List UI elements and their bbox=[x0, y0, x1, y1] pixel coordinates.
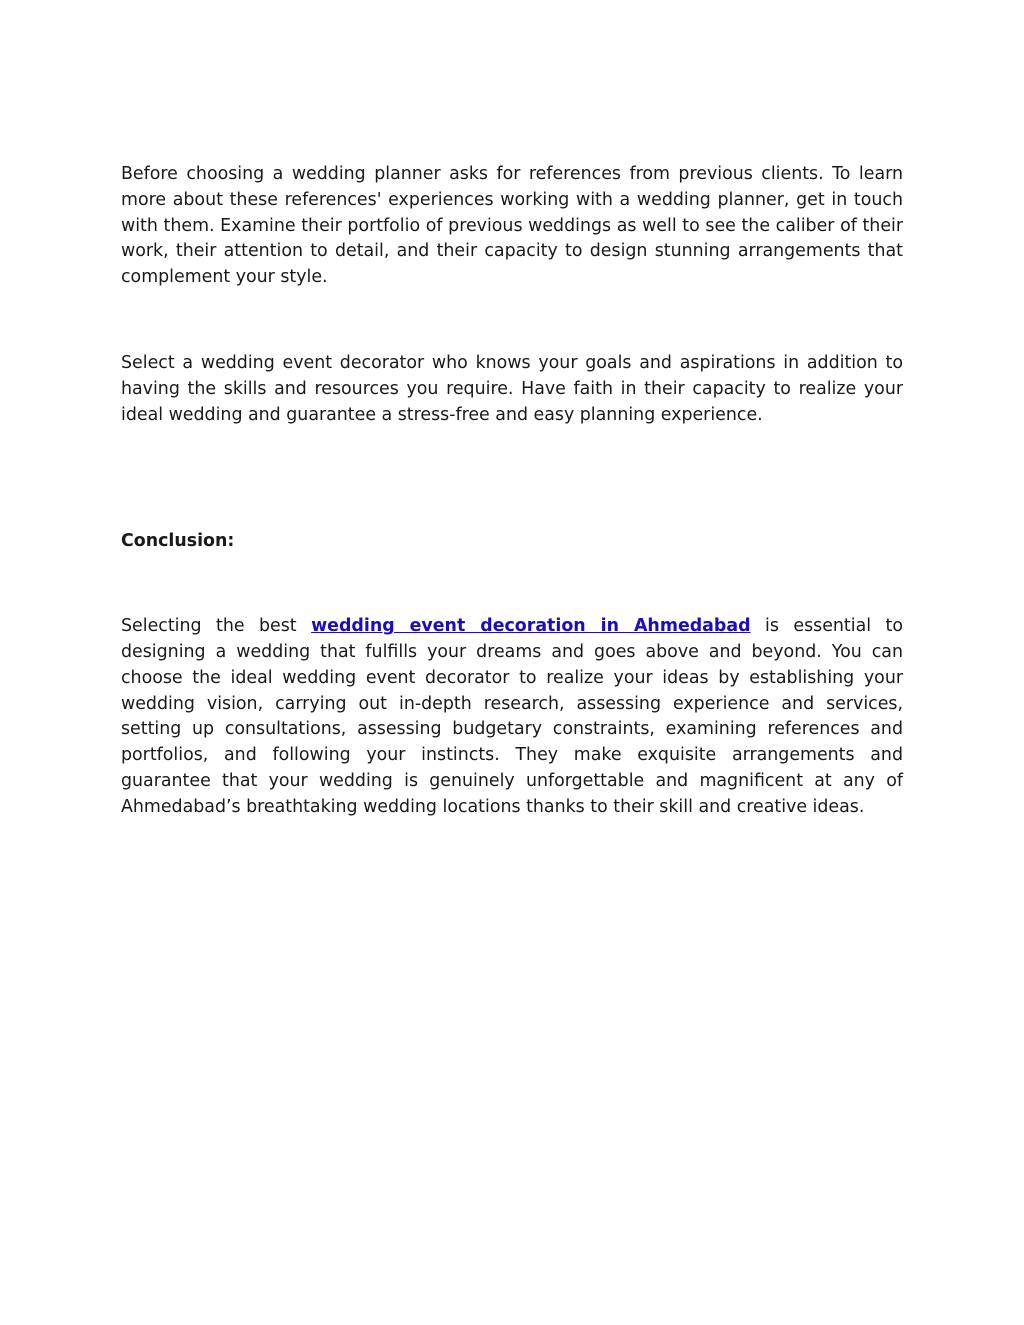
paragraph-references: Before choosing a wedding planner asks for references from previous clients. To learn more about these references' experiences working with a wedding planner, get in touch with them. Examine their portfolio of previous weddings as well to see the caliber of their work, their attention to detail, and their capacity to design stunning arrangements that complement your style. bbox=[121, 164, 903, 288]
conclusion-heading: Conclusion: bbox=[121, 531, 235, 552]
paragraph-conclusion bbox=[121, 614, 903, 820]
document-page bbox=[121, 162, 903, 821]
paragraph-select-decorator: Select a wedding event decorator who knows your goals and aspirations in addition to having the skills and resources you require. Have faith in their capacity to realize your ideal wedding and guarantee a stress-free and easy planning experience. bbox=[121, 352, 903, 425]
wedding-decoration-link[interactable]: wedding event decoration in Ahmedabad bbox=[311, 616, 751, 637]
conclusion-text-before-link: Selecting the best bbox=[121, 616, 312, 637]
conclusion-text-after-link: is essential to designing a wedding that fulfills your dreams and goes above and beyond. You can choose the ideal wedding event decorator to realize your ideas by establishing your wedding vision, carrying out in-depth research, assessing experience and services, setting up consultations, assessing budgetary constraints, examining references and portfolios, and following your instincts. They make exquisite arrangements and guarantee that your wedding is genuinely unforgettable and magnificent at any of Ahmedabad’s breathtaking wedding locations thanks to their skill and creative ideas. bbox=[121, 616, 903, 817]
